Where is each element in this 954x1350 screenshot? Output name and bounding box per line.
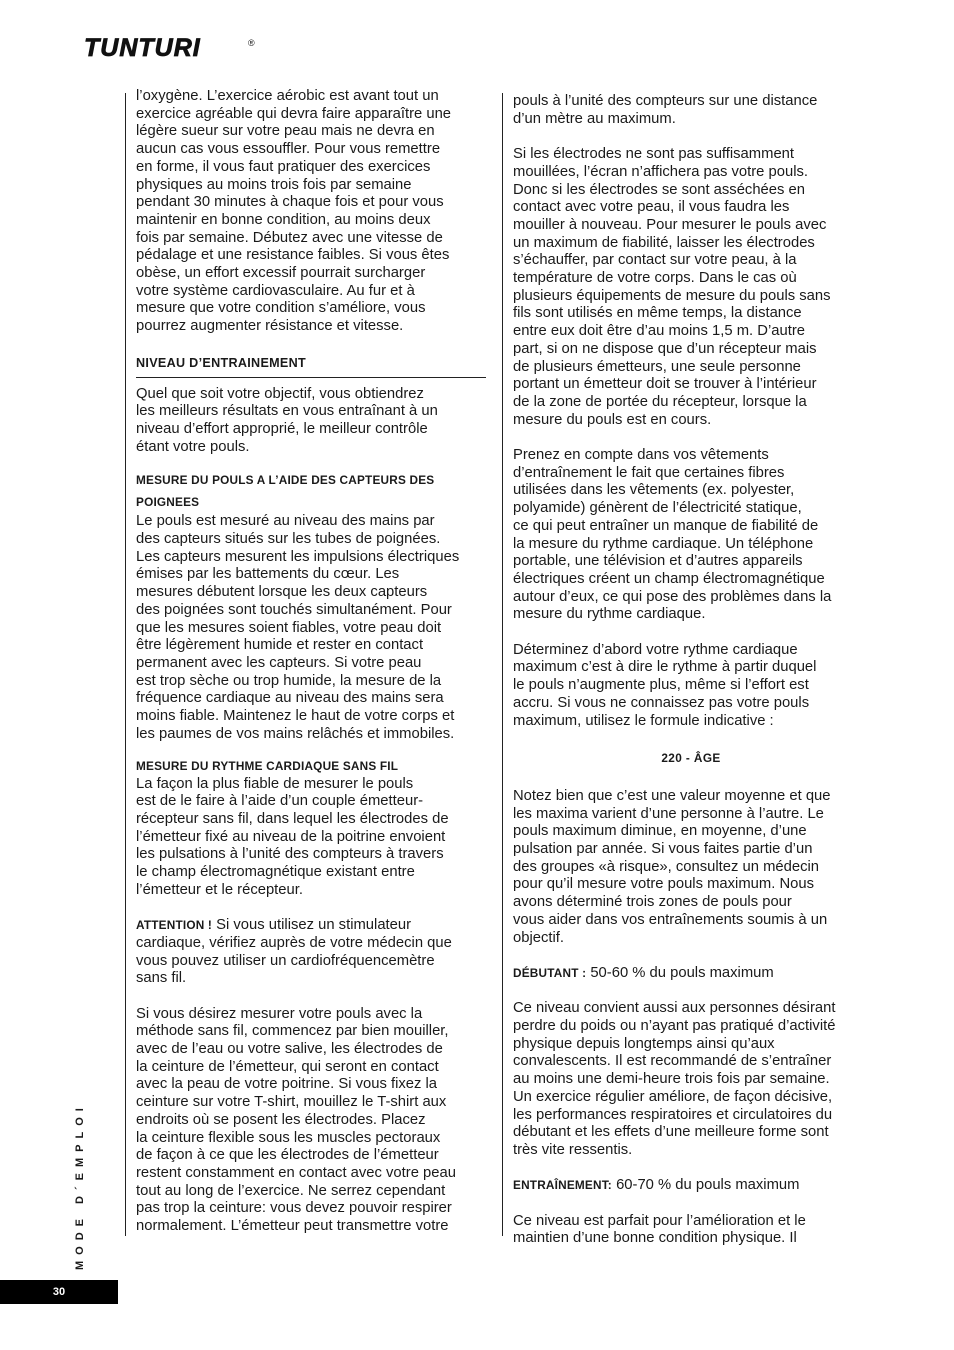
paragraph-entrainement: Ce niveau est parfait pour l’amélioration et le maintien d’une bonne condition physique. Il: [513, 1212, 806, 1247]
debutant-text: 50-60 % du pouls maximum: [586, 964, 774, 981]
paragraph-attention: [136, 917, 488, 988]
attention-label: ATTENTION !: [136, 918, 213, 933]
heading-capteurs-poignees: MESURE DU POULS A L’AIDE DES CAPTEURS DES POIGNEES: [136, 473, 435, 510]
paragraph-vetements: Prenez en compte dans vos vêtements d’entraînement le fait que certaines fibres utilisées dans les vêtements (ex. polyester, polyamide) génèrent de l’électricité statique, ce qui peut entraîner un manque de fiabilité de la mesure du rythme cardiaque. Un téléphone portable, une télévision et d’autres appareils électriques créent un champ électromagnétique autour d’eux, ce qui pose des problèmes dans la mesure du rythme cardiaque.: [513, 447, 832, 623]
right-column: [513, 93, 869, 1248]
paragraph-valeur-moyenne: Notez bien que c’est une valeur moyenne et que les maxima varient d’une personne à l’autre. Le pouls maximum diminue, en moyenne, d’une pulsation par année. Si vous faites partie d’un des groupes «à risque», consultez un médecin pour qu’il mesure votre pouls maximum. Nous avons déterminé trois zones de pouls pour vous aider dans vos entraînements soumis à un objectif.: [513, 787, 831, 946]
paragraph-debutant-zone: [513, 965, 869, 983]
attention-text: Si vous utilisez un stimulateur cardiaque, vérifiez auprès de votre médecin que vous pouvez utiliser un cardiofréquencemètre sans fil.: [136, 917, 452, 987]
paragraph-niveau: Quel que soit votre objectif, vous obtiendrez les meilleurs résultats en vous entraînant à un niveau d’effort approprié, le meilleur contrôle étant votre pouls.: [136, 385, 438, 455]
heading-sans-fil: MESURE DU RYTHME CARDIAQUE SANS FIL: [136, 758, 399, 773]
side-label-mode-emploi: MODE D´EMPLOI: [74, 1102, 86, 1270]
right-column-rule: [502, 93, 503, 1236]
brand-text: TUNTURI: [84, 34, 201, 62]
paragraph-entrainement-zone: [513, 1177, 869, 1195]
tunturi-logo: [84, 34, 264, 62]
paragraph-distance: pouls à l’unité des compteurs sur une distance d’un mètre au maximum.: [513, 93, 818, 127]
paragraph-rythme-maximum: Déterminez d’abord votre rythme cardiaque maximum c’est à dire le rythme à partir duquel le pouls n’augmente plus, même si l’effort est accru. Si vous ne connaissez pas votre pouls maximum, utilisez le formule indicative :: [513, 641, 817, 729]
paragraph-methode-sans-fil: Si vous désirez mesurer votre pouls avec la méthode sans fil, commencez par bien mouiller, avec de l’eau ou votre salive, les électrodes de la ceinture de l’émetteur, qui seront en contact avec la peau de votre poitrine. Si vous fixez la ceinture sur votre T-shirt, mouillez le T-shirt aux endroits où se posent les électrodes. Placez la ceinture flexible sous les muscles pectoraux de façon à ce que les électrodes de l’émetteur restent constamment en contact avec votre peau tout au long de l’exercice. Ne serrez cependant pas trop la ceinture: vous devez pouvoir respirer normalement. L’émetteur peut transmettre votre: [136, 1005, 456, 1235]
paragraph-capteurs: Le pouls est mesuré au niveau des mains par des capteurs situés sur les tubes de poignées. Les capteurs mesurent les impulsions électriques émises par les battements du cœur. Les mesures débutent lorsque les deux capteurs des poignées sont touchés simultanément. Pour que les mesures soient fiables, votre peau doit être légèrement humide et rester en contact permanent avec les capteurs. Si votre peau est trop sèche ou trop humide, la mesure de la fréquence cardiaque au niveau des mains sera moins fiable. Maintenez le haut de votre corps et les paumes de vos mains relâchés et immobiles.: [136, 513, 460, 742]
entrainement-label: ENTRAÎNEMENT:: [513, 1178, 612, 1193]
heading-underline: [136, 377, 486, 378]
paragraph-electrodes: Si les électrodes ne sont pas suffisamment mouillées, l’écran n’affichera pas votre pouls. Donc si les électrodes se sont asséchées en contact avec votre peau, il vous faudra les mouiller à nouveau. Pour mesurer le pouls avec un maximum de fiabilité, laisser les électrodes s’échauffer, par contact sur votre peau, à la température de votre corps. Dans le cas où plusieurs équipements de mesure du pouls sans fils sont utilisés en même temps, la distance entre eux doit être d’au moins 1,5 m. D’autre part, si on ne dispose que d’un récepteur mais de plusieurs émetteurs, une seule personne portant un émetteur doit se trouver à l’intérieur de la zone de portée du récepteur, lorsque la mesure du pouls est en cours.: [513, 146, 831, 428]
paragraph-aerobic: l’oxygène. L’exercice aérobic est avant tout un exercice agréable qui devra faire apparaître une légère sueur sur votre peau mais ne devra en aucun cas vous essouffler. Pour vous remettre en forme, il vous faut pratiquer des exercices physiques au moins trois fois par semaine pendant 30 minutes à chaque fois et pour vous maintenir en bonne condition, au moins deux fois par semaine. Débutez avec une vitesse de pédalage et une resistance faibles. Si vous êtes obèse, un effort excessif pourrait surcharger votre système cardiovasculaire. Au fur et à mesure que votre condition s’améliore, vous pourrez augmenter résistance et vitesse.: [136, 88, 452, 335]
left-column-rule: [125, 93, 126, 1236]
left-column: [136, 88, 488, 1236]
debutant-label: DÉBUTANT :: [513, 965, 587, 980]
formula-max-heart-rate: 220 - ÂGE: [661, 751, 721, 766]
entrainement-text: 60-70 % du pouls maximum: [611, 1177, 800, 1194]
paragraph-debutant: Ce niveau convient aussi aux personnes désirant perdre du poids ou n’ayant pas pratiqué d’activité physique depuis longtemps ainsi qu’aux convalescents. Il est recommandé de s’entraîner au moins une demi-heure trois fois par semaine. Un exercice régulier améliore, de façon décisive, les performances respiratoires et circulatoires du débutant et les effets d’une meilleure forme sont très vite ressentis.: [513, 1000, 836, 1158]
page-number: 30: [0, 1280, 118, 1304]
paragraph-sans-fil: La façon la plus fiable de mesurer le pouls est de le faire à l’aide d’un couple émetteur- récepteur sans fil, dans lequel les électrodes de l’émetteur fixé au niveau de la poitrine envoient les pulsations à l’unité des compteurs à travers le champ électromagnétique existant entre l’émetteur et le récepteur.: [136, 775, 449, 898]
tunturi-logo-mark: [84, 34, 264, 62]
heading-niveau-entrainement: NIVEAU D’ENTRAINEMENT: [136, 355, 307, 370]
registered-mark: ®: [248, 38, 255, 48]
